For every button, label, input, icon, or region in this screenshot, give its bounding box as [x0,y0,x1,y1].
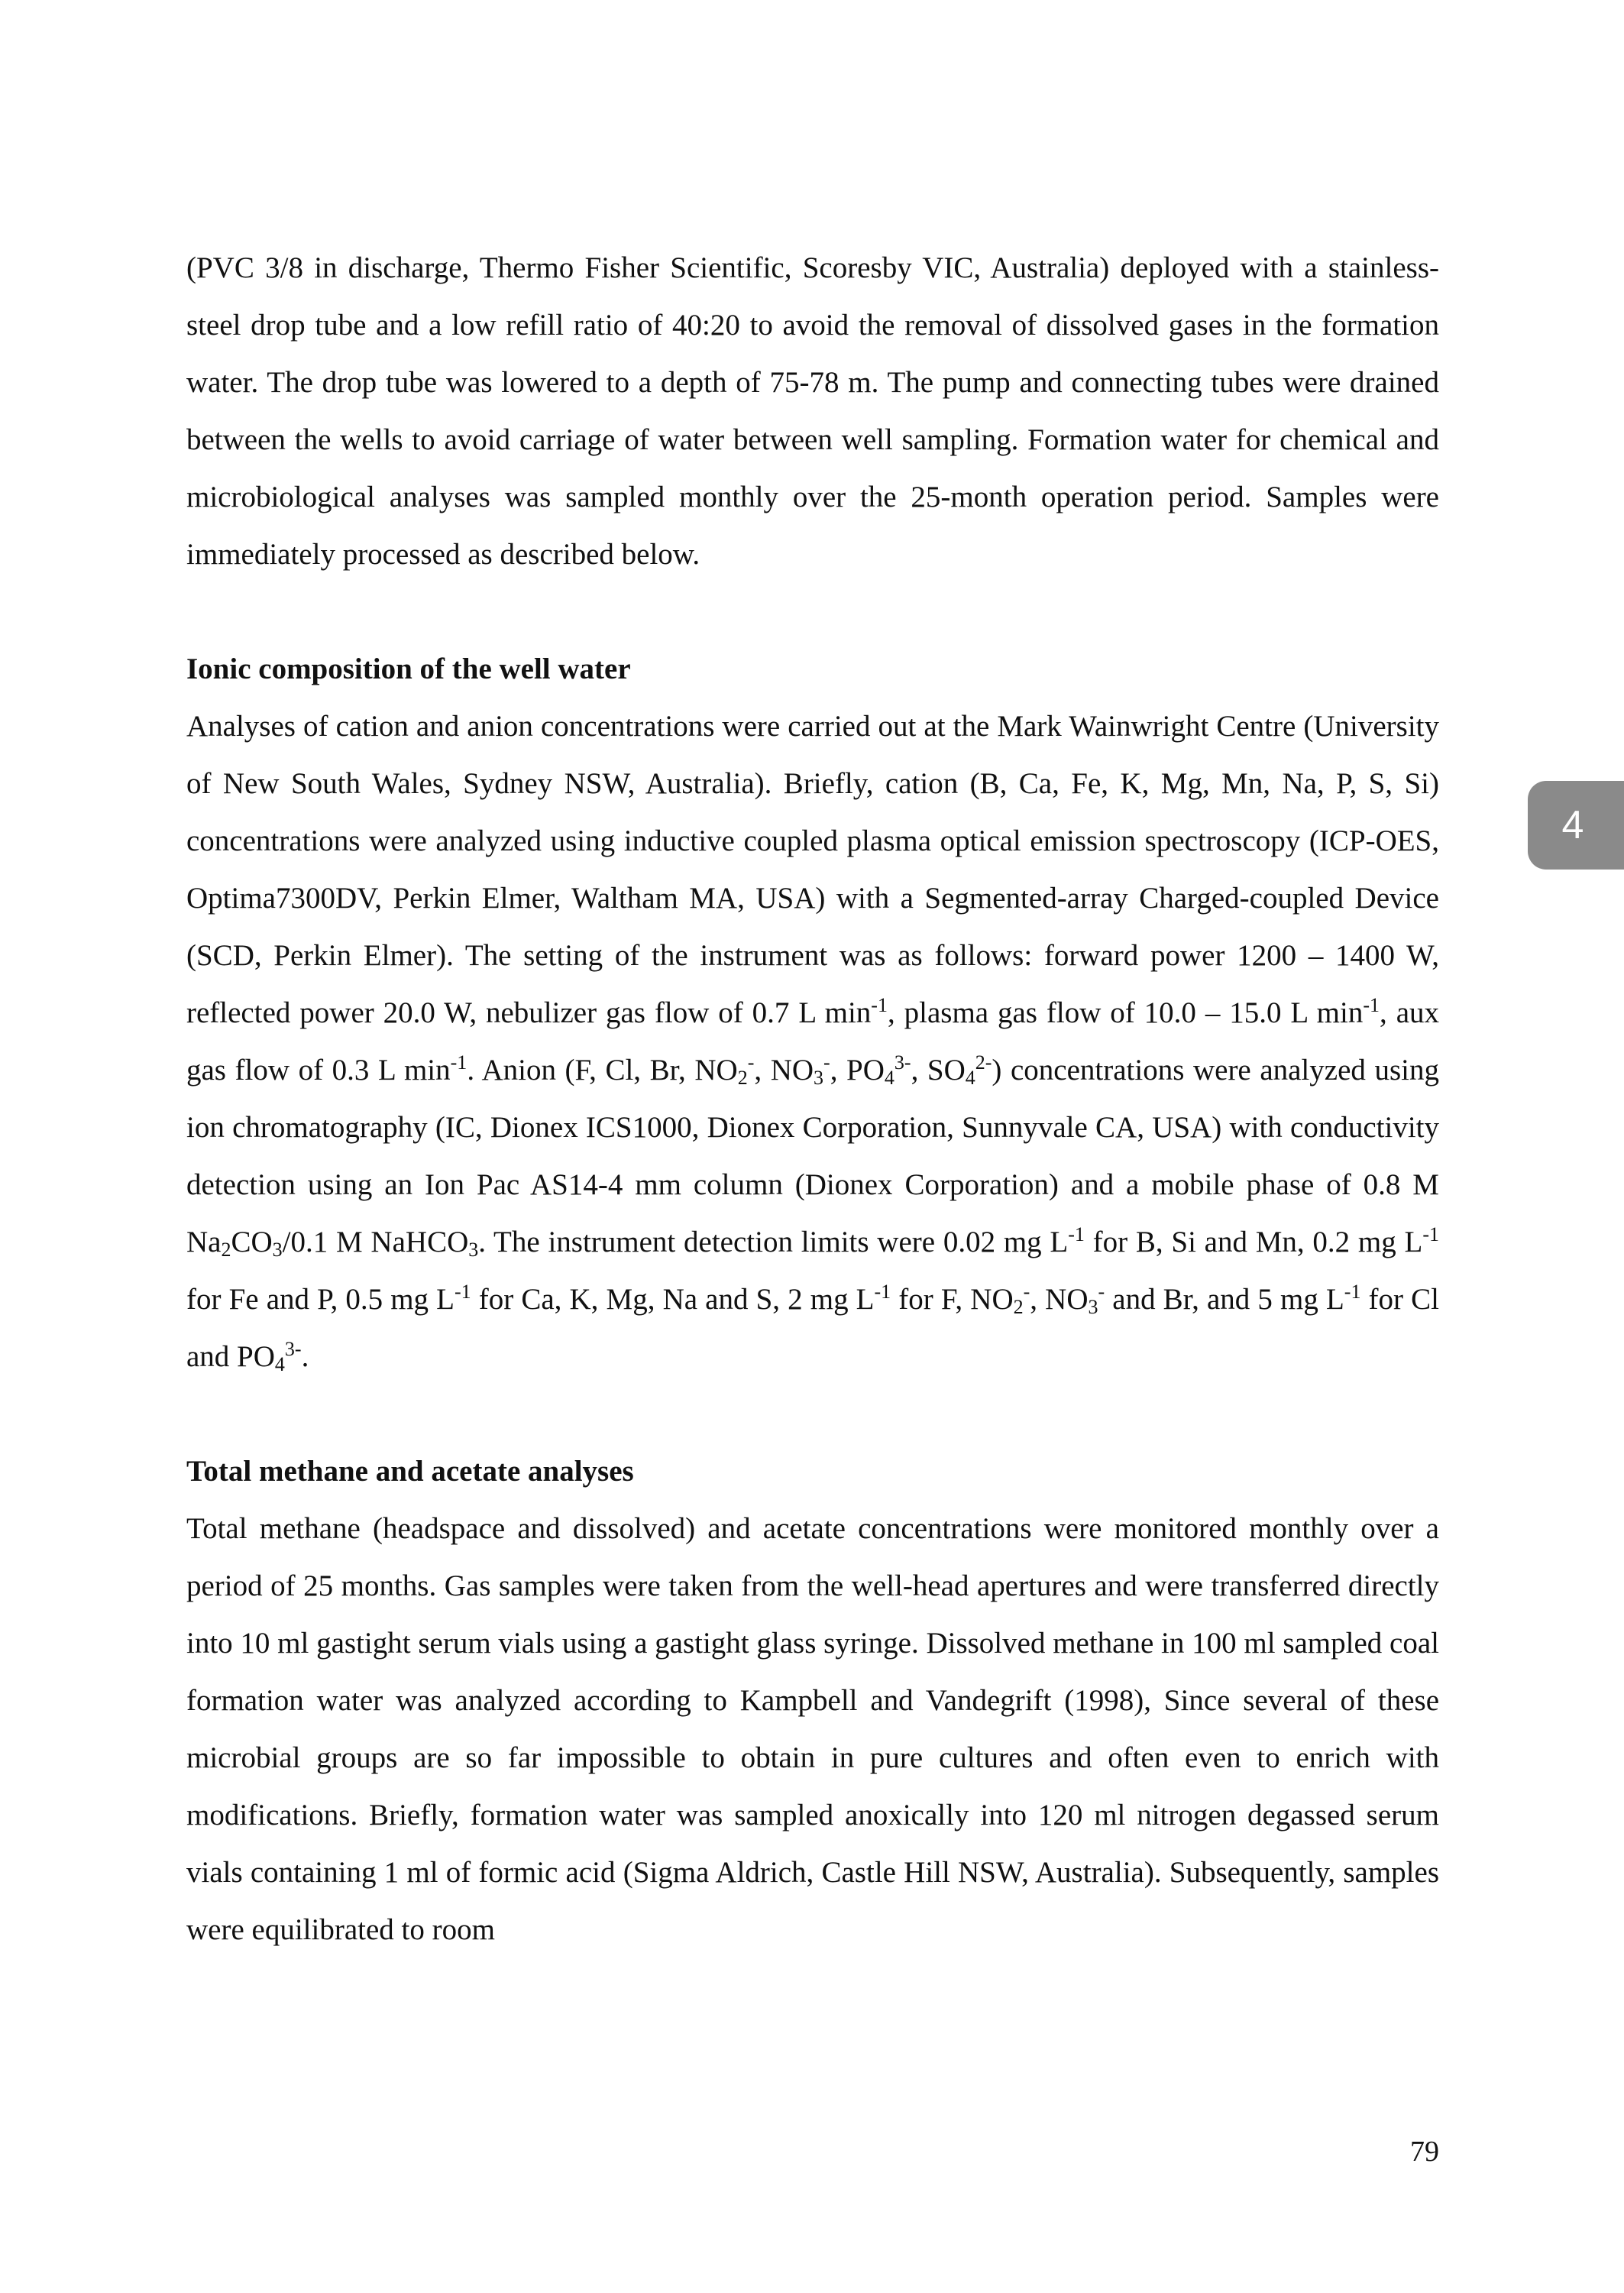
section-heading-ionic: Ionic composition of the well water [186,653,631,685]
subscript: 2 [221,1239,231,1261]
section-heading-methane: Total methane and acetate analyses [186,1455,634,1488]
body-text [186,239,1439,1958]
ionic-text: for Fe and P, 0.5 mg L [186,1283,455,1316]
ionic-text: . [301,1340,309,1373]
superscript: - [1023,1281,1030,1303]
ionic-text: for Cl and PO [186,1283,1439,1373]
ionic-text: for B, Si and Mn, 0.2 mg L [1084,1226,1423,1258]
subscript: 3 [272,1239,283,1261]
chapter-number: 4 [1561,803,1584,847]
superscript: - [747,1051,755,1074]
ionic-text: /0.1 M NaHCO [282,1226,469,1258]
superscript: -1 [450,1051,467,1074]
superscript: 3- [894,1051,911,1074]
chapter-tab [1528,781,1624,870]
ionic-text: for Ca, K, Mg, Na and S, 2 mg L [471,1283,875,1316]
ionic-text: , NO [754,1054,814,1087]
ionic-text: , SO [911,1054,966,1087]
superscript: - [823,1051,830,1074]
methane-text: Total methane (headspace and dissolved) and acetate concentrations were monitored monthly over a period of 25 months. Gas samples were taken from the well-head apertures and were transferred directly into 10 ml gastight serum vials using a gastight glass syringe. Dissolved methane in 100 ml sampled coal formation water was analyzed according to Kampbell and Vandegrift (1998), Since several of these microbial groups are so far impossible to obtain in pure cultures and often even to enrich with modifications. Briefly, formation water was sampled anoxically into 120 ml nitrogen degassed serum vials containing 1 ml of formic acid (Sigma Aldrich, Castle Hill NSW, Australia). Subsequently, samples were equilibrated to room [186,1512,1439,1946]
subscript: 4 [965,1067,975,1089]
ionic-text: CO [231,1226,273,1258]
ionic-text: , plasma gas flow of 10.0 – 15.0 L min [887,996,1364,1029]
intro-paragraph-text: (PVC 3/8 in discharge, Thermo Fisher Scientific, Scoresby VIC, Australia) deployed with a stainless-steel drop tube and a low refill ratio of 40:20 to avoid the removal of dissolved gases in the formation water. The drop tube was lowered to a depth of 75-78 m. The pump and connecting tubes were drained between the wells to avoid carriage of water between well sampling. Formation water for chemical and microbiological analyses was sampled monthly over the 25-month operation period. Samples were immediately processed as described below. [186,251,1439,571]
methane-paragraph [186,1500,1439,1958]
ionic-text: . Anion (F, Cl, Br, NO [467,1054,738,1087]
superscript: -1 [1363,994,1380,1016]
subscript: 2 [1013,1296,1024,1318]
ionic-text: , aux gas flow of 0.3 L min [186,996,1439,1087]
superscript: -1 [874,1281,891,1303]
subscript: 2 [737,1067,748,1089]
subscript: 3 [468,1239,479,1261]
subscript: 3 [814,1067,824,1089]
superscript: -1 [871,994,888,1016]
paragraph-gap [186,1385,1439,1443]
intro-paragraph [186,239,1439,583]
ionic-text: , PO [830,1054,885,1087]
superscript: -1 [454,1281,471,1303]
superscript: -1 [1344,1281,1361,1303]
ionic-text: , NO [1030,1283,1089,1316]
superscript: 3- [284,1338,302,1360]
subscript: 4 [274,1353,285,1375]
paragraph-gap [186,583,1439,640]
ionic-text: ) concentrations were analyzed using ion chromatography (IC, Dionex ICS1000, Dionex Corporation, Sunnyvale CA, USA) with conductivity detection using an Ion Pac AS14-4 mm column (Dionex Corporation) and a mobile phase of 0.8 M Na [186,1054,1439,1258]
superscript: -1 [1422,1223,1439,1245]
subscript: 4 [884,1067,894,1089]
ionic-text: for F, NO [891,1283,1014,1316]
subscript: 3 [1088,1296,1098,1318]
superscript: -1 [1068,1223,1085,1245]
ionic-paragraph [186,698,1439,1385]
superscript: - [1098,1281,1105,1303]
superscript: 2- [975,1051,992,1074]
ionic-text: and Br, and 5 mg L [1105,1283,1344,1316]
page-number: 79 [1410,2136,1439,2168]
ionic-text: . The instrument detection limits were 0.02 mg L [478,1226,1069,1258]
ionic-text: Analyses of cation and anion concentrations were carried out at the Mark Wainwright Centre (University of New South Wales, Sydney NSW, Australia). Briefly, cation (B, Ca, Fe, K, Mg, Mn, Na, P, S, Si) concentrations were analyzed using inductive coupled plasma optical emission spectroscopy (ICP-OES, Optima7300DV, Perkin Elmer, Waltham MA, USA) with a Segmented-array Charged-coupled Device (SCD, Perkin Elmer). The setting of the instrument was as follows: forward power 1200 – 1400 W, reflected power 20.0 W, nebulizer gas flow of 0.7 L min [186,710,1439,1029]
